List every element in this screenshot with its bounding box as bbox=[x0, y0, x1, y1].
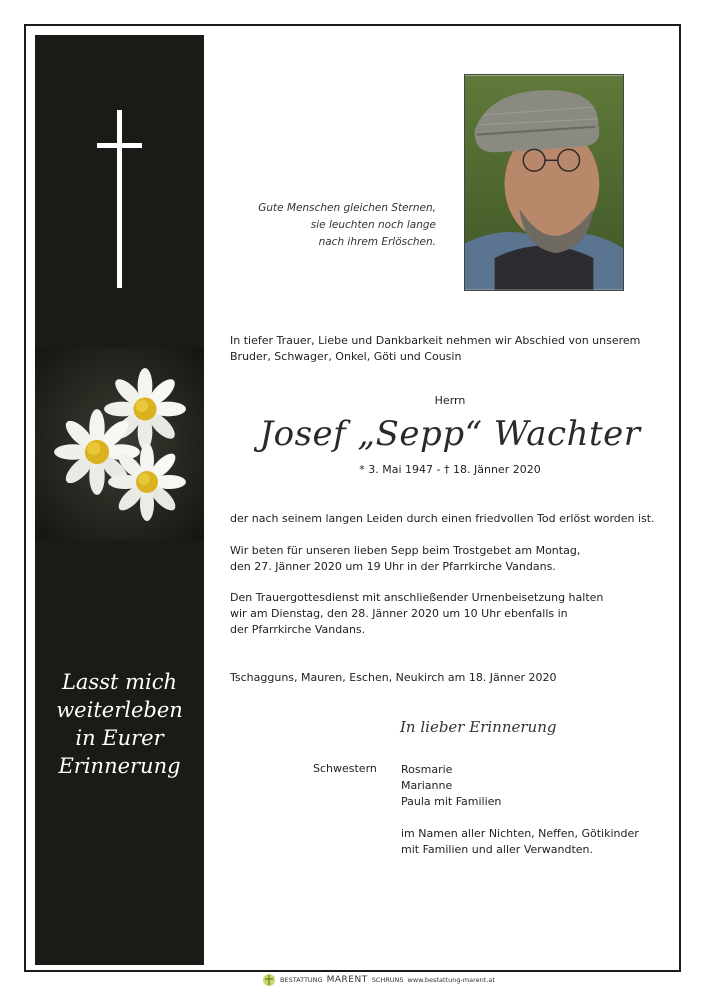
service-line: wir am Dienstag, den 28. Jänner 2020 um 10 Uhr ebenfalls in bbox=[230, 607, 568, 620]
footer bbox=[262, 970, 495, 990]
salutation: Herrn bbox=[434, 394, 466, 407]
motto-quote bbox=[215, 200, 436, 251]
prayer-text bbox=[230, 543, 670, 575]
side-quote bbox=[35, 668, 204, 780]
side-quote-line: weiterleben bbox=[56, 698, 183, 722]
side-quote-line: Erinnerung bbox=[58, 754, 181, 778]
life-dates: * 3. Mai 1947 - † 18. Jänner 2020 bbox=[359, 463, 541, 476]
portrait-photo bbox=[464, 74, 624, 291]
prayer-line: Wir beten für unseren lieben Sepp beim Trostgebet am Montag, bbox=[230, 544, 581, 557]
cross-icon-bar bbox=[97, 143, 142, 148]
mourner-list bbox=[401, 762, 639, 858]
mourner-line: im Namen aller Nichten, Neffen, Götikinder bbox=[401, 827, 639, 840]
mourner-line: Paula mit Familien bbox=[401, 795, 502, 808]
deceased-name: Josef „Sepp“ Wachter bbox=[259, 414, 641, 454]
mourner-line: mit Familien und aller Verwandten. bbox=[401, 843, 594, 856]
mourner-line: Marianne bbox=[401, 779, 453, 792]
death-note bbox=[230, 511, 670, 527]
side-quote-line: Lasst mich bbox=[61, 670, 178, 694]
footer-town: SCHRUNS bbox=[371, 976, 404, 984]
service-text bbox=[230, 590, 670, 638]
daisy-photo bbox=[35, 347, 204, 541]
intro-text bbox=[230, 333, 670, 365]
place-date bbox=[230, 670, 670, 686]
service-line: der Pfarrkirche Vandans. bbox=[230, 623, 366, 636]
side-quote-line: in Eurer bbox=[75, 726, 164, 750]
memory-heading: In lieber Erinnerung bbox=[400, 718, 557, 736]
service-line: Den Trauergottesdienst mit anschließender Urnenbeisetzung halten bbox=[230, 591, 604, 604]
cross-icon bbox=[117, 110, 122, 288]
intro-line: Bruder, Schwager, Onkel, Göti und Cousin bbox=[230, 350, 462, 363]
prayer-line: den 27. Jänner 2020 um 19 Uhr in der Pfarrkirche Vandans. bbox=[230, 560, 556, 573]
motto-line: sie leuchten noch lange bbox=[310, 219, 436, 231]
intro-line: In tiefer Trauer, Liebe und Dankbarkeit nehmen wir Abschied von unserem bbox=[230, 334, 641, 347]
death-note-line: der nach seinem langen Leiden durch einen friedvollen Tod erlöst worden ist. bbox=[230, 512, 655, 525]
footer-brand: MARENT bbox=[326, 975, 368, 985]
footer-prefix: BESTATTUNG bbox=[280, 976, 323, 984]
leaf-logo-icon bbox=[262, 973, 276, 987]
motto-line: Gute Menschen gleichen Sternen, bbox=[258, 202, 436, 214]
mourner-line: Rosmarie bbox=[401, 763, 453, 776]
mourner-spacer bbox=[401, 810, 639, 826]
motto-line: nach ihrem Erlöschen. bbox=[318, 236, 436, 248]
place-date-line: Tschagguns, Mauren, Eschen, Neukirch am 18. Jänner 2020 bbox=[230, 671, 557, 684]
footer-url[interactable]: www.bestattung-marent.at bbox=[407, 976, 495, 984]
mourner-role: Schwestern bbox=[313, 762, 377, 775]
